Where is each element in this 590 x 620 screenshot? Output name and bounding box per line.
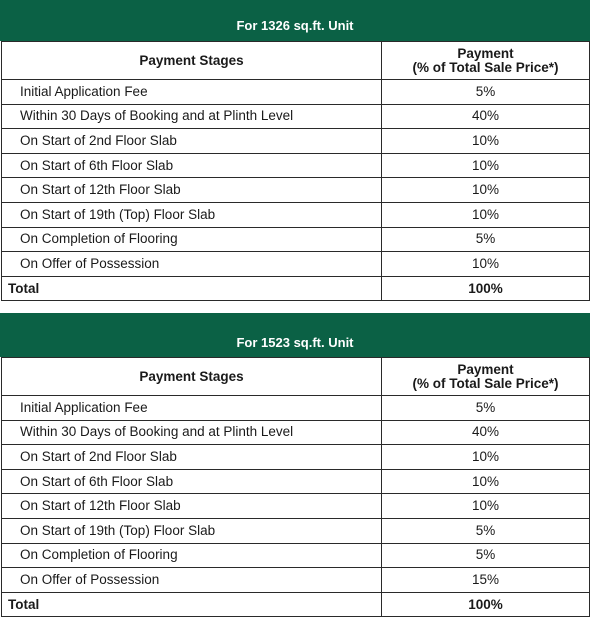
payment-cell: 10% xyxy=(382,178,590,203)
table-row xyxy=(2,202,590,227)
table-row xyxy=(2,153,590,178)
table-row xyxy=(2,80,590,105)
payment-cell: 10% xyxy=(382,153,590,178)
payment-cell: 5% xyxy=(382,227,590,252)
payment-cell: 5% xyxy=(382,518,590,543)
total-label: Total xyxy=(2,276,382,301)
header-payment-line1: Payment xyxy=(457,361,514,377)
payment-cell: 10% xyxy=(382,469,590,494)
header-payment-line2: (% of Total Sale Price*) xyxy=(412,59,559,75)
table-row xyxy=(2,227,590,252)
payment-cell: 10% xyxy=(382,252,590,277)
payment-schedule-table xyxy=(1,41,590,301)
table-row xyxy=(2,252,590,277)
payment-table-1326 xyxy=(0,0,590,301)
stage-cell: On Completion of Flooring xyxy=(2,227,382,252)
stage-cell: On Start of 12th Floor Slab xyxy=(2,494,382,519)
table-row xyxy=(2,469,590,494)
total-row xyxy=(2,592,590,617)
header-payment-line2: (% of Total Sale Price*) xyxy=(412,375,559,391)
header-payment-stages: Payment Stages xyxy=(2,42,382,80)
table-header-row xyxy=(2,358,590,396)
stage-cell: Within 30 Days of Booking and at Plinth Level xyxy=(2,104,382,129)
stage-cell: On Start of 19th (Top) Floor Slab xyxy=(2,202,382,227)
payment-cell: 5% xyxy=(382,543,590,568)
header-payment-stages: Payment Stages xyxy=(2,358,382,396)
table-row xyxy=(2,445,590,470)
total-label: Total xyxy=(2,592,382,617)
table-row xyxy=(2,178,590,203)
stage-cell: On Start of 6th Floor Slab xyxy=(2,153,382,178)
stage-cell: On Start of 2nd Floor Slab xyxy=(2,445,382,470)
stage-cell: On Start of 2nd Floor Slab xyxy=(2,129,382,154)
payment-cell: 40% xyxy=(382,104,590,129)
stage-cell: Initial Application Fee xyxy=(2,396,382,421)
payment-cell: 40% xyxy=(382,420,590,445)
stage-cell: On Offer of Possession xyxy=(2,568,382,593)
table-row xyxy=(2,129,590,154)
payment-cell: 10% xyxy=(382,129,590,154)
payment-cell: 5% xyxy=(382,80,590,105)
payment-cell: 15% xyxy=(382,568,590,593)
total-value: 100% xyxy=(382,592,590,617)
table-row xyxy=(2,104,590,129)
total-row xyxy=(2,276,590,301)
table-row xyxy=(2,396,590,421)
table-row xyxy=(2,420,590,445)
payment-cell: 10% xyxy=(382,494,590,519)
header-payment-line1: Payment xyxy=(457,45,514,61)
payment-schedule-table xyxy=(1,357,590,617)
stage-cell: On Start of 6th Floor Slab xyxy=(2,469,382,494)
table-row xyxy=(2,518,590,543)
table-row xyxy=(2,494,590,519)
total-value: 100% xyxy=(382,276,590,301)
stage-cell: On Start of 12th Floor Slab xyxy=(2,178,382,203)
header-payment xyxy=(382,42,590,80)
header-payment xyxy=(382,358,590,396)
payment-cell: 10% xyxy=(382,445,590,470)
payment-table-1523 xyxy=(0,313,590,617)
stage-cell: Initial Application Fee xyxy=(2,80,382,105)
table-title: For 1523 sq.ft. Unit xyxy=(0,313,590,357)
payment-cell: 10% xyxy=(382,202,590,227)
table-title: For 1326 sq.ft. Unit xyxy=(0,0,590,41)
table-header-row xyxy=(2,42,590,80)
stage-cell: On Offer of Possession xyxy=(2,252,382,277)
table-row xyxy=(2,543,590,568)
table-row xyxy=(2,568,590,593)
payment-cell: 5% xyxy=(382,396,590,421)
stage-cell: On Completion of Flooring xyxy=(2,543,382,568)
stage-cell: Within 30 Days of Booking and at Plinth Level xyxy=(2,420,382,445)
stage-cell: On Start of 19th (Top) Floor Slab xyxy=(2,518,382,543)
